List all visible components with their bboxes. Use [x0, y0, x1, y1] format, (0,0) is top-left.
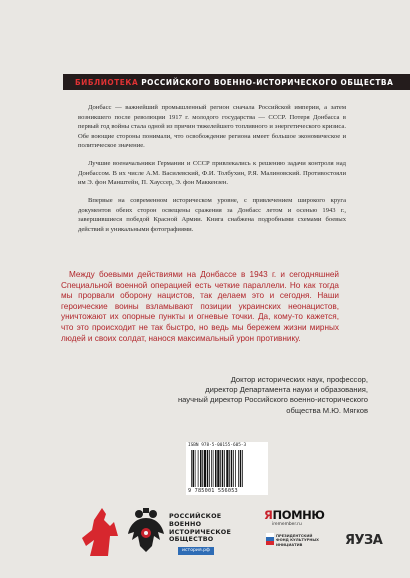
rvio-logo-text	[169, 513, 231, 544]
rvio-line-1: РОССИЙСКОЕ	[169, 512, 222, 520]
series-label-library: БИБЛИОТЕКА	[75, 77, 139, 87]
attribution-line-1: Доктор исторических наук, профессор,	[230, 375, 368, 384]
barcode-digits: 9 785001 556053	[188, 488, 238, 494]
annotation-paragraph-1: Донбасс — важнейший промышленный регион сначала Российской империи, а затем возникшего после революции 1917 г. молодого государства — СССР. Потеря Донбасса в первый год войны стала одной из причин тяжелейшего топливного и энергетического кризиса. Обе воющие стороны понимали, что освобождение региона имеет большое экономическое и политическое значение.	[78, 104, 346, 150]
double-headed-eagle-icon	[127, 506, 165, 554]
rvio-line-3: ИСТОРИЧЕСКОЕ	[169, 527, 232, 536]
fund-logo-text	[276, 534, 319, 547]
fund-line-2: ФОНД КУЛЬТУРНЫХ	[276, 538, 319, 543]
ya-pomnyu-rest: ПОМНЮ	[272, 508, 325, 522]
yauza-publisher-logo: ЯУЗА	[345, 533, 383, 548]
isbn-text: ISBN 978-5-00155-605-3	[188, 443, 247, 448]
annotation-paragraph-2: Лучшие военачальники Германии и СССР привлекались к решению задачи контроля над Донбассом. В их числе А.М. Василевский, Ф.И. Толбухин, Р.Я. Малиновский. Противостояли им Э. фон Манштейн, П. Хауссер, Э. фон Маккензен.	[78, 160, 346, 187]
fund-line-3: ИНИЦИАТИВ	[276, 542, 303, 547]
ya-pomnyu-site: iremember.ru	[272, 522, 302, 527]
pull-quote: Между боевыми действиями на Донбассе в 1943 г. и сегодняшней Специальной военной операцией есть четкие параллели. Но как тогда мы прорвали оборону нацистов, так делаем это и сегодня. Наши героические воины взламывают позиции украинских неонацистов, уничтожают их опорные пункты и огневые точки. Да, кому-то кажется, что это происходит не так быстро, но ведь мы бережем жизни мирных людей и своих солдат, нанося максимальный урон противнику.	[61, 270, 339, 343]
attribution-line-4: общества М.Ю. Мягков	[286, 405, 368, 415]
barcode-panel	[186, 442, 268, 495]
fund-flag-icon	[266, 533, 274, 545]
series-label-society: РОССИЙСКОГО ВОЕННО-ИСТОРИЧЕСКОГО ОБЩЕСТВА	[141, 77, 394, 87]
ya-pomnyu-logo	[264, 508, 324, 522]
quote-attribution	[128, 375, 368, 416]
ya-pomnyu-ya: Я	[264, 508, 273, 522]
rvio-line-2: ВОЕННО	[169, 519, 202, 528]
red-silhouette-logo-icon	[80, 506, 120, 558]
series-banner	[63, 74, 410, 90]
annotation-paragraph-3: Впервые на современном историческом уровне, с привлечением широкого круга документов обеих сторон освещены сражения за Донбасс летом и осенью 1943 г., завершившиеся победой Красной Армии. Книга снабжена подробными схемами боевых действий и уникальными фотографиями.	[78, 197, 346, 233]
attribution-line-3: научный директор Российского военно-исторического	[177, 395, 368, 405]
fund-line-1: ПРЕЗИДЕНТСКИЙ	[276, 534, 313, 538]
rvio-site-badge: история.рф	[178, 547, 214, 555]
attribution-line-2: директор Департамента науки и образования,	[205, 385, 368, 395]
rvio-line-4: ОБЩЕСТВО	[169, 535, 214, 544]
